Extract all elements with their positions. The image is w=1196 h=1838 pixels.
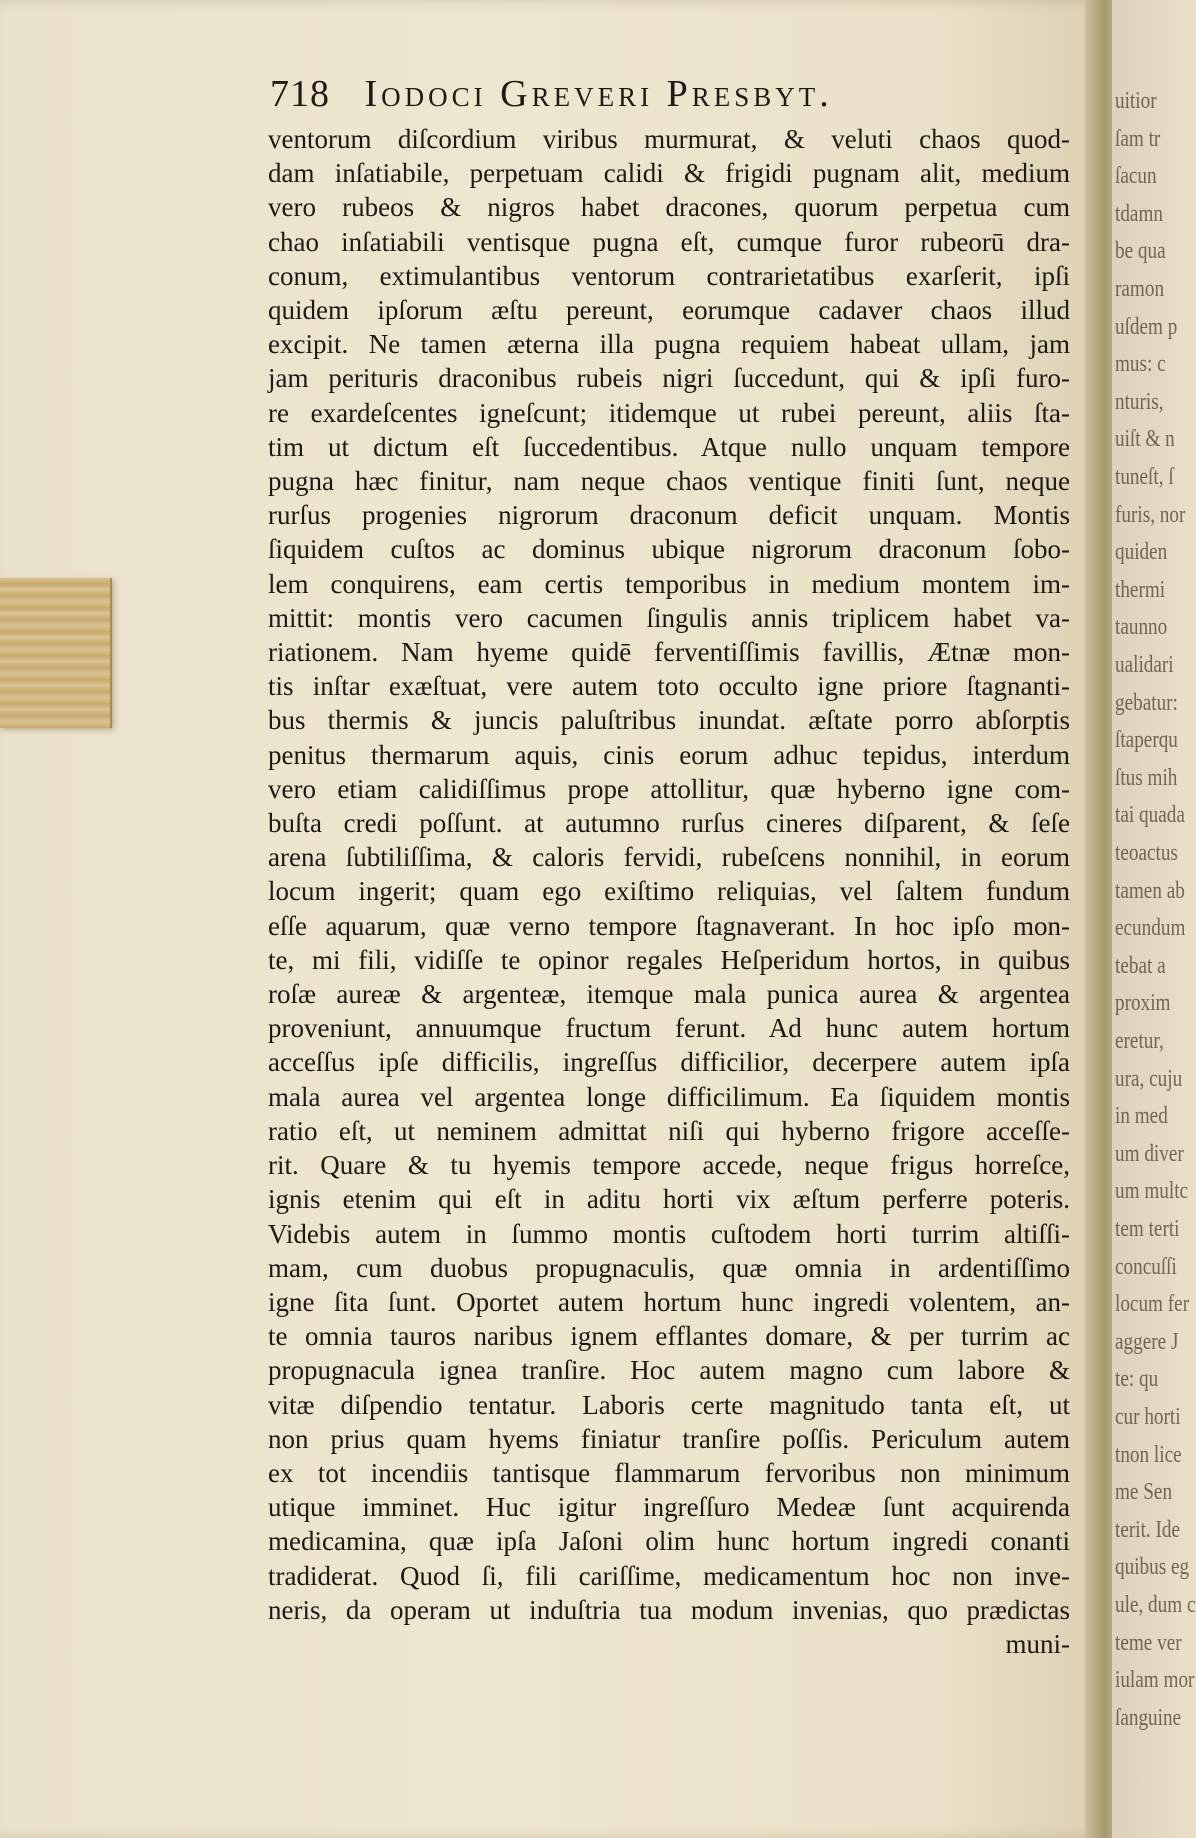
adjacent-page-fragment: tamen ab — [1115, 877, 1185, 904]
adjacent-page-fragment: ſanguine — [1115, 1704, 1182, 1731]
text-line: igne ſita ſunt. Oportet autem hortum hunc ingredi volentem, an- — [268, 1286, 1070, 1317]
text-line: ſiquidem cuſtos ac dominus ubique nigrorum draconum ſobo- — [268, 534, 1070, 565]
text-line: lem conquirens, eam certis temporibus in medium montem im- — [268, 568, 1070, 599]
adjacent-page-fragment: mus: c — [1115, 351, 1166, 378]
adjacent-page-fragment: tebat a — [1115, 952, 1166, 979]
adjacent-page-fragment: ualidari — [1115, 652, 1174, 678]
adjacent-page-fragment: locum fer — [1115, 1291, 1190, 1318]
adjacent-page-fragment: concuſſi — [1115, 1253, 1177, 1280]
text-line: utique imminet. Huc igitur ingreſſuro Medeæ ſunt acquirenda — [268, 1492, 1070, 1523]
adjacent-page-fragment: ule, dum c — [1115, 1592, 1196, 1618]
text-line: conum, extimulantibus ventorum contrarietatibus exarſerit, ipſi — [268, 260, 1070, 291]
adjacent-page-fragment: teoactus — [1115, 840, 1178, 866]
text-line: vitæ diſpendio tentatur. Laboris certe magnitudo tanta eſt, ut — [268, 1389, 1070, 1420]
running-title: Iodoci Greveri Presbyt. — [364, 73, 833, 115]
text-line: mam, cum duobus propugnaculis, quæ omnia in ardentiſſimo — [268, 1252, 1070, 1283]
adjacent-page-fragment: ſtus mih — [1115, 764, 1178, 791]
adjacent-page-fragment: teme ver — [1115, 1629, 1182, 1656]
text-line: ex tot incendiis tantisque flammarum fervoribus non minimum — [268, 1457, 1070, 1488]
adjacent-page-fragment: proxim — [1115, 990, 1171, 1017]
adjacent-page-fragment: tai quada — [1115, 802, 1185, 829]
adjacent-page-fragment: eretur, — [1115, 1028, 1164, 1054]
text-line: vero etiam calidiſſimus prope attollitur, quæ hyberno igne com- — [268, 773, 1070, 804]
text-line: jam perituris draconibus rubeis nigri ſuccedunt, qui & ipſi furo- — [268, 363, 1070, 394]
adjacent-page-fragment: tuneſt, ſ — [1115, 464, 1174, 490]
adjacent-page-fragment: um diver — [1115, 1140, 1184, 1167]
adjacent-page-fragment: tem terti — [1115, 1216, 1180, 1242]
text-line: vero rubeos & nigros habet dracones, quorum perpetua cum — [268, 192, 1070, 223]
adjacent-page-fragment: iulam mor — [1115, 1667, 1195, 1694]
adjacent-page-fragment: ura, cuju — [1115, 1065, 1183, 1092]
text-line: muni- — [1005, 1628, 1070, 1659]
adjacent-page-fragment: tdamn — [1115, 200, 1163, 227]
adjacent-page-fragment: me Sen — [1115, 1479, 1173, 1506]
text-line: excipit. Ne tamen æterna illa pugna requiem habeat ullam, jam — [268, 329, 1070, 360]
adjacent-page-fragment: ſtaperqu — [1115, 727, 1178, 754]
adjacent-page-fragment: nturis, — [1115, 388, 1164, 415]
text-line: locum ingerit; quam ego exiſtimo reliquias, vel ſaltem fundum — [268, 876, 1070, 907]
text-line: propugnacula ignea tranſire. Hoc autem magno cum labore & — [268, 1355, 1070, 1386]
text-line: buſta credi poſſunt. at autumno rurſus cineres diſparent, & ſeſe — [268, 808, 1070, 839]
text-line: eſſe aquarum, quæ verno tempore ſtagnaverant. In hoc ipſo mon- — [268, 910, 1070, 941]
body-text — [268, 122, 1070, 1661]
text-line: dam inſatiabile, perpetuam calidi & frigidi pugnam alit, medium — [268, 158, 1070, 189]
text-line: tim ut dictum eſt ſuccedentibus. Atque nullo unquam tempore — [268, 431, 1070, 462]
text-line: riationem. Nam hyeme quidē ferventiſſimis favillis, Ætnæ mon- — [268, 637, 1070, 668]
text-line: mala aurea vel argentea longe difficilimum. Ea ſiquidem montis — [268, 1081, 1070, 1112]
text-line: non prius quam hyems finiatur tranſire poſſis. Periculum autem — [268, 1423, 1070, 1454]
text-line: acceſſus ipſe difficilis, ingreſſus difficilior, decerpere autem ipſa — [268, 1047, 1070, 1078]
page-number: 718 — [270, 73, 330, 115]
adjacent-page-fragment: uiſt & n — [1115, 426, 1175, 453]
adjacent-page-fragment: uſdem p — [1115, 313, 1178, 340]
adjacent-page-fragment: taunno — [1115, 614, 1168, 641]
adjacent-page-edge — [1112, 0, 1196, 1838]
text-line: chao inſatiabili ventisque pugna eſt, cumque furor rubeorū dra- — [268, 226, 1070, 257]
adjacent-page-fragment: ſam tr — [1115, 125, 1161, 152]
adjacent-page-fragment: ramon — [1115, 276, 1165, 302]
text-line: tradiderat. Quod ſi, fili cariſſime, medicamentum hoc non inve- — [268, 1560, 1070, 1591]
text-line: pugna hæc finitur, nam neque chaos ventique finiti ſunt, neque — [268, 466, 1070, 497]
adjacent-page-fragment: gebatur: — [1115, 689, 1178, 716]
text-line: te omnia tauros naribus ignem efflantes domare, & per turrim ac — [268, 1321, 1070, 1352]
running-header — [270, 72, 833, 116]
text-line: penitus thermarum aquis, cinis eorum adhuc tepidus, interdum — [268, 739, 1070, 770]
text-line: re exardeſcentes igneſcunt; itidemque ut rubei pereunt, aliis ſta- — [268, 397, 1070, 428]
adjacent-page-fragment: be qua — [1115, 238, 1166, 265]
adjacent-page-fragment: terit. Ide — [1115, 1516, 1181, 1543]
text-line: ignis etenim qui eſt in aditu horti vix æſtum perferre poteris. — [268, 1184, 1070, 1215]
text-line: mittit: montis vero cacumen ſingulis annis triplicem habet va- — [268, 602, 1070, 633]
text-line: Videbis autem in ſummo montis cuſtodem horti turrim altiſſi- — [268, 1218, 1070, 1249]
text-line: roſæ aureæ & argenteæ, itemque mala punica aurea & argentea — [268, 979, 1070, 1010]
text-line: rurſus progenies nigrorum draconum deficit unquam. Montis — [268, 500, 1070, 531]
text-line: rit. Quare & tu hyemis tempore accede, neque frigus horreſce, — [268, 1150, 1070, 1181]
adjacent-page-fragment: te: qu — [1115, 1366, 1159, 1393]
text-line: te, mi fili, vidiſſe te opinor regales Heſperidum hortos, in quibus — [268, 944, 1070, 975]
text-line: proveniunt, annuumque fructum ferunt. Ad hunc autem hortum — [268, 1013, 1070, 1044]
adjacent-page-fragment: tnon lice — [1115, 1441, 1182, 1468]
page-tab-marker — [0, 578, 112, 728]
adjacent-page-fragment: furis, nor — [1115, 501, 1186, 528]
adjacent-page-fragment: ecundum — [1115, 915, 1186, 942]
text-line: neris, da operam ut induſtria tua modum invenias, quo prædictas — [268, 1594, 1070, 1625]
adjacent-page-fragment: um multc — [1115, 1178, 1189, 1205]
adjacent-page-fragment: quibus eg — [1115, 1554, 1190, 1581]
text-line: bus thermis & juncis paluſtribus inundat. æſtate porro abſorptis — [268, 705, 1070, 736]
text-line: quidem ipſorum æſtu pereunt, eorumque cadaver chaos illud — [268, 295, 1070, 326]
text-line: ventorum diſcordium viribus murmurat, & veluti chaos quod- — [268, 124, 1070, 154]
adjacent-page-fragment: quiden — [1115, 539, 1168, 566]
adjacent-page-fragment: cur horti — [1115, 1404, 1181, 1430]
adjacent-page-fragment: aggere J — [1115, 1328, 1179, 1355]
adjacent-page-fragment: uitior — [1115, 88, 1157, 114]
text-line: arena ſubtiliſſima, & caloris fervidi, rubeſcens nonnihil, in eorum — [268, 842, 1070, 873]
adjacent-page-fragment: ſacun — [1115, 163, 1157, 190]
text-line: tis inſtar exæſtuat, vere autem toto occulto igne priore ſtagnanti- — [268, 671, 1070, 702]
text-line: ratio eſt, ut neminem admittat niſi qui hyberno frigore acceſſe- — [268, 1115, 1070, 1146]
text-line: medicamina, quæ ipſa Jaſoni olim hunc hortum ingredi conanti — [268, 1526, 1070, 1557]
adjacent-page-fragment: in med — [1115, 1103, 1168, 1130]
adjacent-page-fragment: thermi — [1115, 576, 1166, 603]
